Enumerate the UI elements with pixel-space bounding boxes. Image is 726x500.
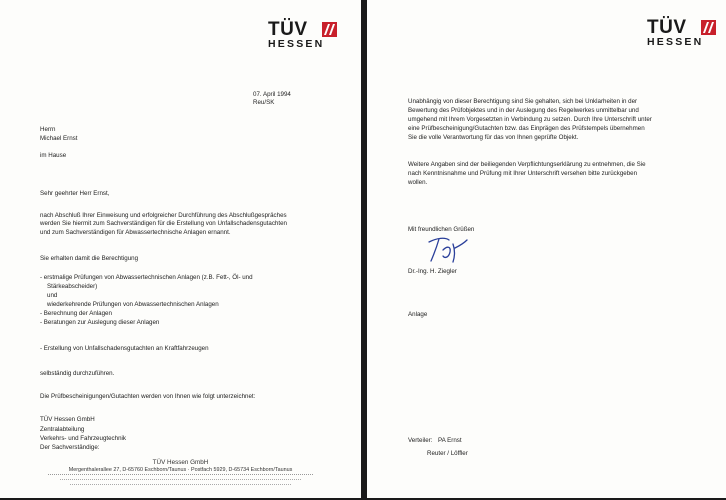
intro-line: und zum Sachverständigen für Abwassertechnische Anlagen ernannt.: [40, 229, 231, 236]
paragraph-line: nach Kenntnisnahme und Prüfung mit Ihrer Unterschrift versehen bitte zurückgeben: [408, 170, 638, 177]
distribution-item: PA Ernst: [438, 437, 462, 444]
letter-reference: Reu/SK: [253, 99, 275, 106]
footer-company: TÜV Hessen GmbH: [152, 459, 209, 466]
recipient-name: Michael Ernst: [40, 135, 78, 142]
signature-block-line: Verkehrs- und Fahrzeugtechnik: [40, 435, 126, 442]
list-item: - Beratungen zur Auslegung dieser Anlagen: [40, 319, 160, 326]
paragraph-line: umgehend mit Ihrem Vorgesetzten in Verbindung zu setzen. Durch Ihre Unterschrift unter: [408, 116, 652, 123]
recipient-line: Herrn: [40, 126, 56, 133]
list-item: - Erstellung von Unfallschadensgutachten an Kraftfahrzeugen: [40, 345, 209, 352]
intro-line: nach Abschluß Ihrer Einweisung und erfolgreicher Durchführung des Abschlußgespräches: [40, 212, 287, 219]
footer-fine-print: [0, 474, 361, 488]
logo-hessen-text: HESSEN: [268, 38, 325, 50]
intro-line: werden Sie hiermit zum Sachverständigen für die Erstellung von Unfallschadensgutachten: [40, 220, 287, 227]
letter-date: 07. April 1994: [253, 91, 291, 98]
authorization-text: Sie erhalten damit die Berechtigung: [40, 255, 139, 262]
signature-block-line: Der Sachverständige:: [40, 444, 100, 451]
list-item: Stärkeabscheider): [47, 283, 98, 290]
distribution-item: Reuter / Löffler: [427, 450, 468, 457]
logo-red-mark-icon: [322, 22, 337, 37]
signature-block-line: Zentralabteilung: [40, 426, 85, 433]
logo-red-mark-icon: [701, 20, 716, 35]
signer-name: Dr.-Ing. H. Ziegler: [408, 268, 457, 275]
logo-hessen-text: HESSEN: [647, 36, 704, 48]
tuv-hessen-logo: [268, 20, 324, 50]
list-item: - Berechnung der Anlagen: [40, 310, 112, 317]
paragraph-line: Bewertung des Prüfobjektes und in der Auslegung des Regelwerkes unmittelbar und: [408, 107, 639, 114]
logo-tuv-text: TÜV: [268, 19, 308, 40]
paragraph-line: Sie die volle Verantwortung für das von Ihnen geprüfte Objekt.: [408, 134, 579, 141]
enclosure: Anlage: [408, 311, 428, 318]
letter-page-2: [367, 0, 726, 498]
letterhead-footer: [0, 459, 361, 489]
paragraph-line: Weitere Angaben sind der beiliegenden Verpflichtungserklärung zu entnehmen, die Sie: [408, 161, 646, 168]
footer-address: Mergenthalerallee 27, D-65760 Eschborn/Taunus · Postfach 5929, D-65734 Eschborn/Taunus: [68, 467, 293, 473]
salutation: Sehr geehrter Herr Ernst,: [40, 190, 110, 197]
signing-note: Die Prüfbescheinigungen/Gutachten werden von Ihnen wie folgt unterzeichnet:: [40, 393, 256, 400]
paragraph-line: eine Prüfbescheinigung/Gutachten bzw. das Einprägen des Prüfstempels übernehmen: [408, 125, 645, 132]
list-item: wiederkehrende Prüfungen von Abwassertechnischen Anlagen: [47, 301, 219, 308]
recipient-location: im Hause: [40, 152, 67, 159]
closing: Mit freundlichen Grüßen: [408, 226, 475, 233]
handwritten-signature: [425, 234, 471, 264]
tuv-hessen-logo: [647, 18, 703, 48]
paragraph-line: Unabhängig von dieser Berechtigung sind Sie gehalten, sich bei Unklarheiten in der: [408, 98, 638, 105]
paragraph-line: wollen.: [408, 179, 428, 186]
list-item: und: [47, 292, 58, 299]
distribution-label: Verteiler:: [408, 437, 433, 444]
list-item: - erstmalige Prüfungen von Abwassertechnischen Anlagen (z.B. Fett-, Öl- und: [40, 274, 253, 281]
independent-text: selbständig durchzuführen.: [40, 370, 115, 377]
signature-block-line: TÜV Hessen GmbH: [40, 416, 95, 423]
letter-page-1: [0, 0, 361, 498]
logo-tuv-text: TÜV: [647, 17, 687, 38]
